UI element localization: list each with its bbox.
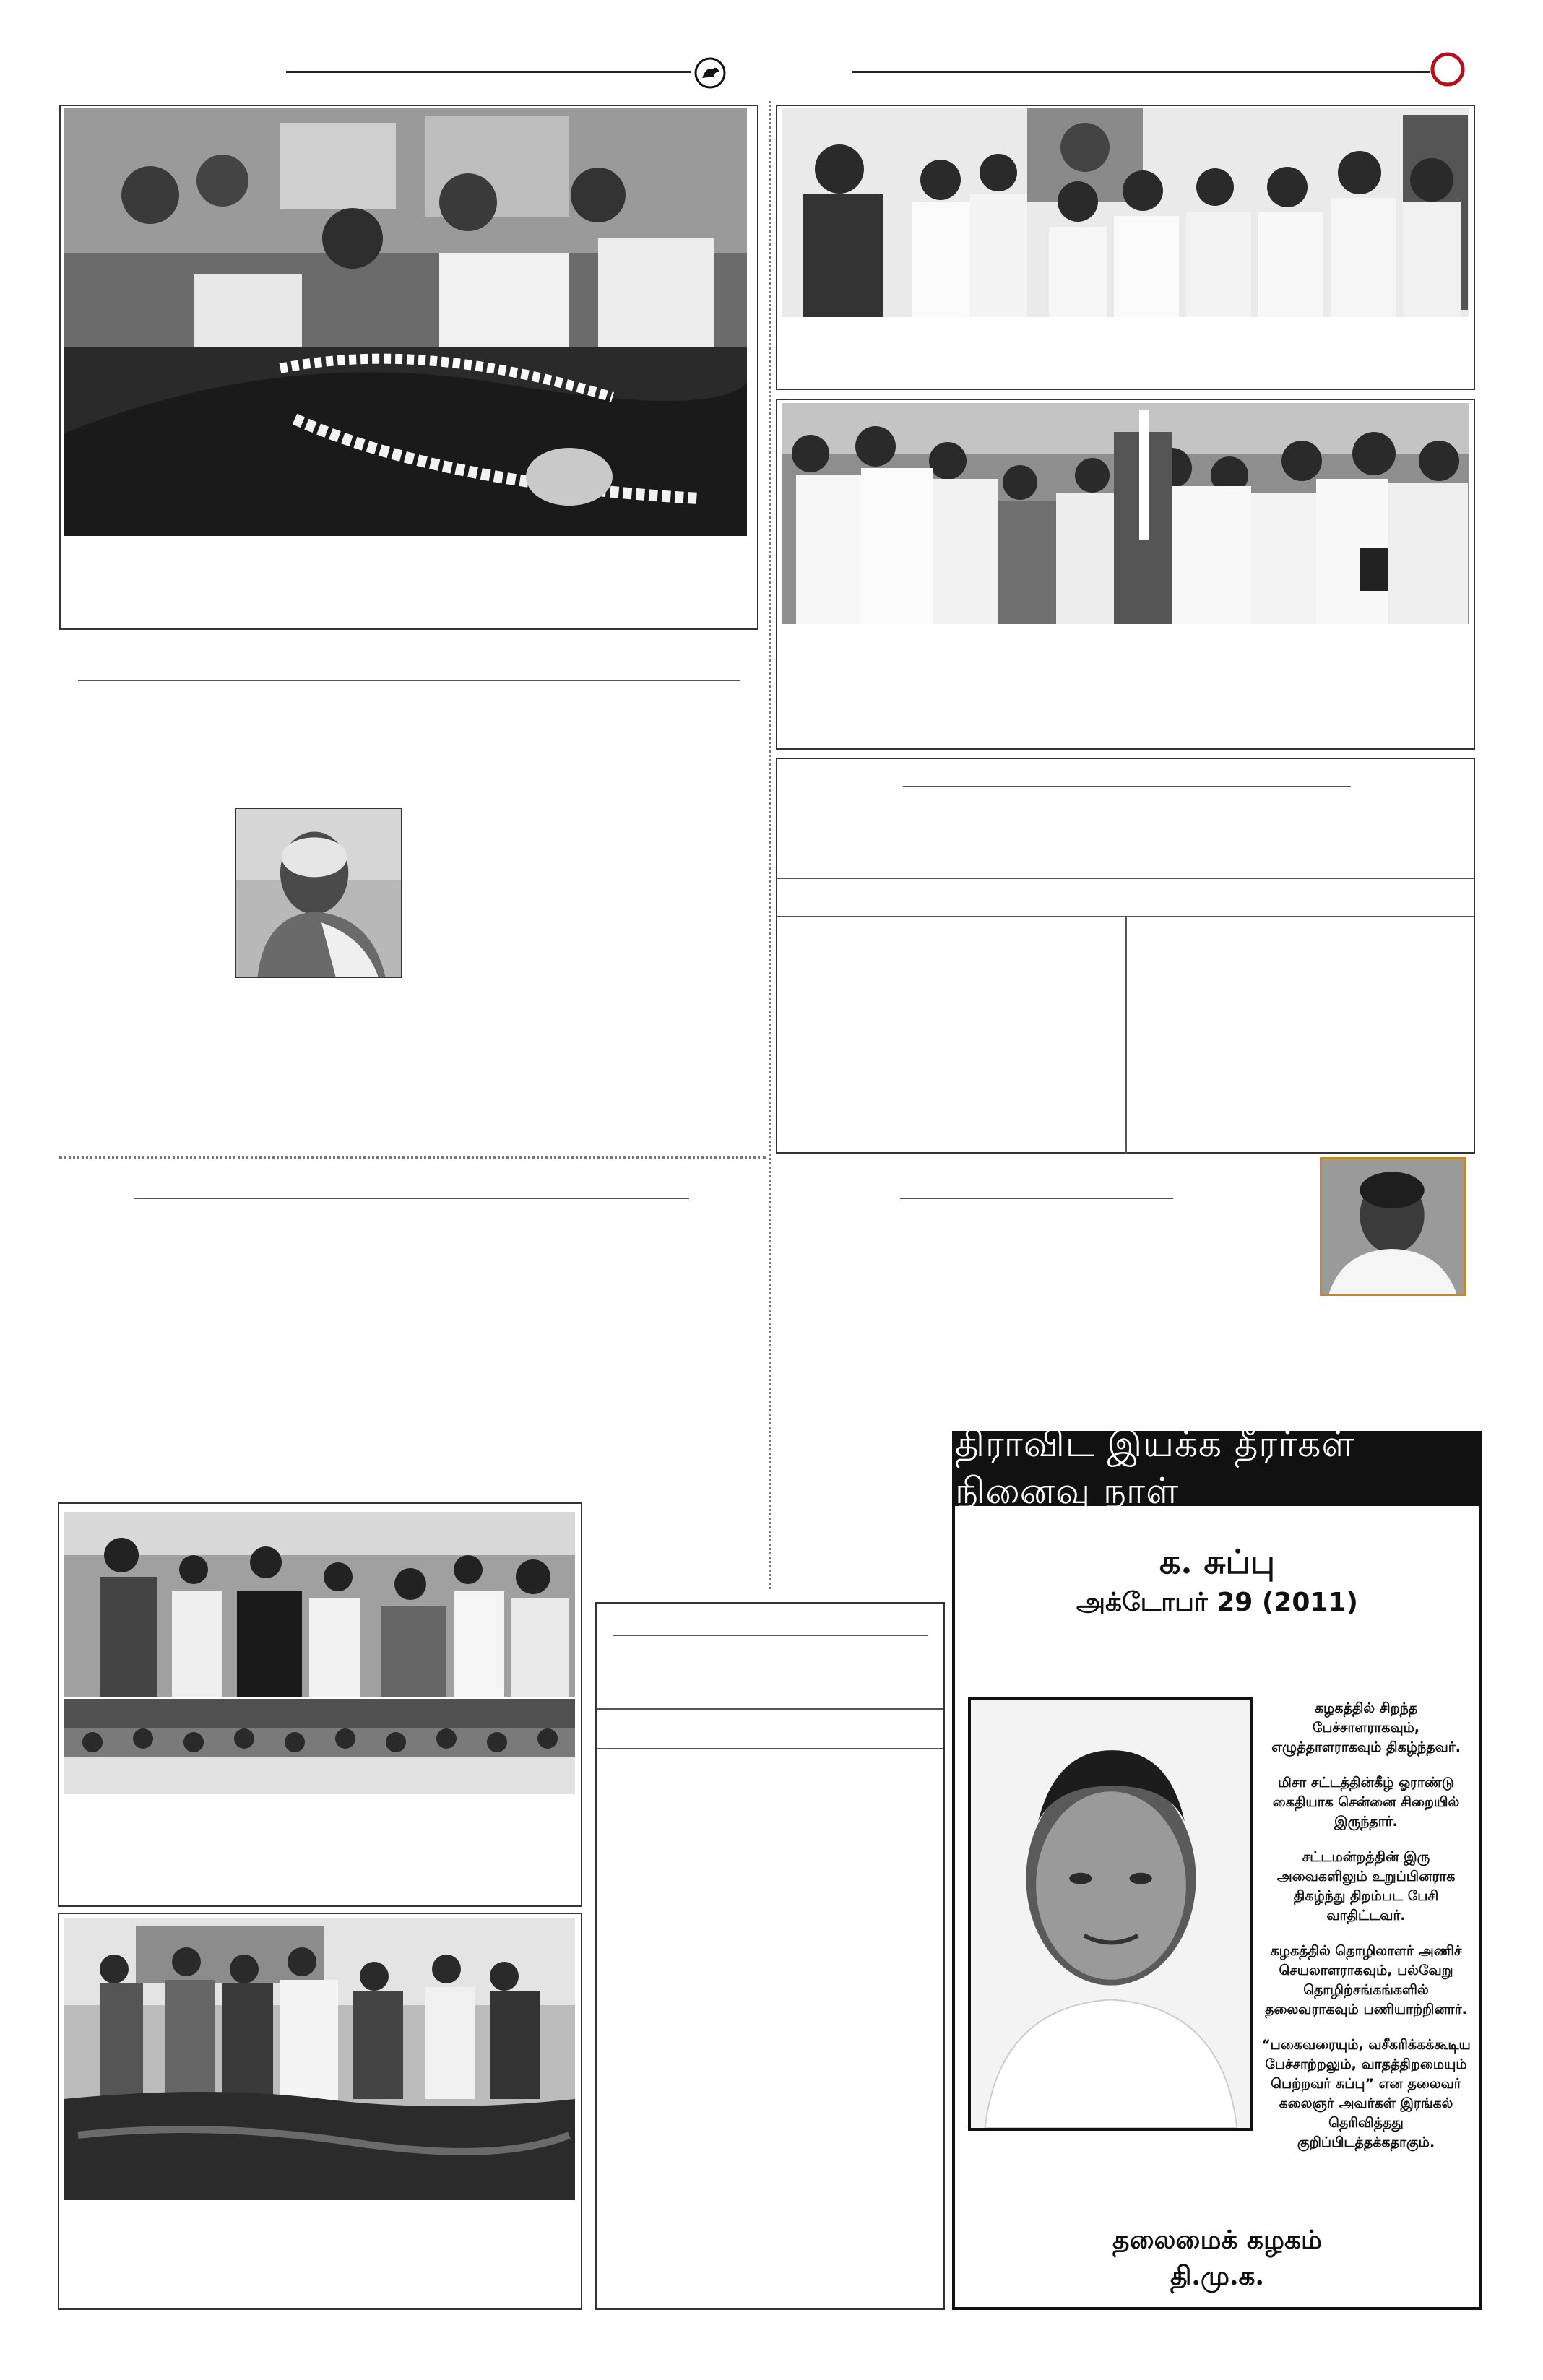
bottom-middle-divider [597,1708,943,1710]
construction-site-photo [64,1918,575,2200]
funeral-photo [64,108,747,536]
seated-audience-photo [64,1699,575,1794]
right-article-rule [900,1198,1173,1199]
memorial-date: அக்டோபர் 29 (2011) [1076,1588,1358,1617]
bottom-middle-divider-2 [597,1748,943,1749]
memorial-portrait [968,1697,1253,2131]
memorial-bio-line-2: மிசா சட்டத்தின்கீழ் ஓராண்டு கைதியாக சென்னை சிறையில் இருந்தார். [1272,1775,1460,1830]
right-info-column-divider [1125,916,1127,1154]
left-article-rule [78,680,740,681]
rising-sun-emblem-icon [693,56,727,90]
right-info-title-rule [903,786,1351,787]
group-photo-leaders [782,108,1469,317]
memorial-header-text: திராவிட இயக்க தீரர்கள் நினைவு நாள் [955,1423,1355,1512]
elderly-woman-portrait [235,808,402,978]
memorial-bio-line-4: கழகத்தில் தொழிலாளர் அணிச் செயலாளராகவும், பல்வேறு தொழிற்சங்கங்களில் தலைவராகவும் பணியாற்றினார். [1265,1943,1467,2017]
gift-presentation-photo [64,1512,575,1697]
memorial-bio-line-3: சட்டமன்றத்தின் இரு அவைகளிலும் உறுப்பினராக திகழ்ந்து திறம்பட பேசி வாதிட்டவர். [1276,1849,1456,1924]
left-dotted-separator [59,1156,766,1159]
masthead-rule-left [286,71,691,73]
memorial-person-name: க. சுப்பு [1159,1542,1275,1581]
column-dotted-separator [769,101,772,1589]
torch-event-photo [782,403,1469,624]
man-portrait [1320,1157,1466,1296]
memorial-footer-line-2: தி.மு.க. [1170,2261,1265,2291]
masthead-rule-right [852,71,1430,73]
bottom-middle-title-rule [613,1635,928,1636]
memorial-bio [1260,1699,1472,2168]
memorial-bio-line-1: கழகத்தில் சிறந்த பேச்சாளராகவும், எழுத்தாளராகவும் திகழ்ந்தவர். [1271,1700,1461,1755]
circle-page-icon [1430,52,1465,87]
memorial-bio-line-5: “பகைவரையும், வசீகரிக்கக்கூடிய பேச்சாற்றலும், வாதத்திறமையும் பெற்றவர் சுப்பு” என தலைவர் கலைஞர் அவர்கள் இரங்கல் தெரிவித்தது குறிப்பிடத்தக்கதாகும். [1261,2037,1471,2150]
memorial-footer-line-1: தலைமைக் கழகம் [1112,2225,1322,2255]
memorial-header [955,1423,1479,1512]
right-info-divider [777,878,1474,879]
left-article-rule-2 [134,1198,689,1199]
